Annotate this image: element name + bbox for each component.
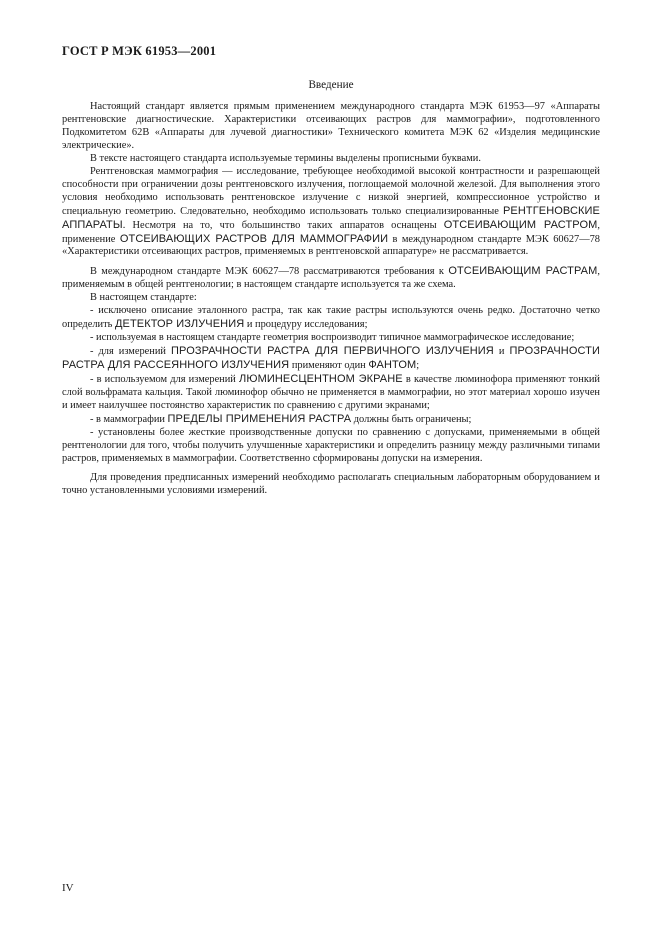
paragraph bbox=[62, 332, 600, 345]
defined-term: ОТСЕИВАЮЩИМ РАСТРОМ bbox=[443, 218, 598, 231]
paragraph-text: должны быть ограничены; bbox=[351, 413, 472, 425]
defined-term: ПРОЗРАЧНОСТИ РАСТРА ДЛЯ ПЕРВИЧНОГО ИЗЛУЧЕНИЯ bbox=[171, 345, 494, 358]
paragraph bbox=[62, 101, 600, 153]
paragraph-text: - установлены более жесткие производственные допуски по сравнению с допусками, применяемыми в общей рентгенологии для того, чтобы получить улучшенные характеристики и определить разницу между различными типами растров, применяемых в маммографии. Соответственно сформированы допуски на измерения. bbox=[62, 426, 600, 464]
defined-term: ФАНТОМ bbox=[368, 359, 417, 372]
paragraph-text: применяют один bbox=[289, 360, 369, 372]
defined-term: РЕНТГЕНОВСКИЕ АППАРАТЫ bbox=[62, 204, 600, 231]
paragraph bbox=[62, 305, 600, 332]
defined-term: ОТСЕИВАЮЩИХ РАСТРОВ ДЛЯ МАММОГРАФИИ bbox=[119, 232, 389, 245]
document-header: ГОСТ Р МЭК 61953—2001 bbox=[62, 44, 217, 58]
paragraph-text: . Несмотря на то, что большинство таких аппаратов оснащены bbox=[122, 219, 444, 231]
defined-term: ОТСЕИВАЮЩИМ РАСТРАМ bbox=[448, 265, 598, 278]
paragraph-text: Для проведения предписанных измерений необходимо располагать специальным лабораторным оборудованием и точно установленными условиями измерений. bbox=[62, 471, 600, 496]
paragraph bbox=[62, 427, 600, 466]
paragraph-text: - в используемом для измерений bbox=[90, 374, 240, 386]
paragraph-text: В международном стандарте МЭК 60627—78 рассматриваются требования к bbox=[90, 266, 449, 278]
paragraph-text: - используемая в настоящем стандарте геометрия воспроизводит типичное маммографическое исследование; bbox=[90, 332, 575, 344]
paragraph bbox=[62, 166, 600, 260]
paragraph bbox=[62, 373, 600, 413]
paragraph-text: ; bbox=[416, 360, 420, 372]
paragraph-text: - для измерений bbox=[90, 346, 171, 358]
paragraph-text: В тексте настоящего стандарта используемые термины выделены прописными буквами. bbox=[90, 152, 481, 164]
paragraph bbox=[62, 153, 600, 166]
paragraph bbox=[62, 292, 600, 305]
paragraph-text: Настоящий стандарт является прямым применением международного стандарта МЭК 61953—97 «Аппараты рентгеновские диагностические. Характеристики отсеивающих растров для маммографии», подготовленного Подкомитетом 62В «Аппараты для лучевой диагностики» Технического комитета МЭК 62 «Изделия медицинские электрические». bbox=[62, 101, 600, 151]
paragraph-text: , применяемым в общей рентгенологии; в настоящем стандарте используется та же схема. bbox=[62, 266, 600, 291]
paragraph bbox=[62, 345, 600, 373]
paragraph-text: , применение bbox=[62, 219, 600, 245]
body-text bbox=[62, 101, 600, 498]
paragraph-text: и bbox=[493, 346, 510, 358]
defined-term: ЛЮМИНЕСЦЕНТНОМ ЭКРАНЕ bbox=[239, 373, 403, 386]
paragraph-text: в качестве люминофора применяют тонкий слой вольфрамата кальция. Такой люминофор обычно не применяется в маммографии, но этот материал хорошо изучен и имеет наилучшее постоянство характеристик по сравнению с другими экранами; bbox=[62, 374, 600, 411]
page-number: IV bbox=[62, 882, 74, 894]
defined-term: ДЕТЕКТОР ИЗЛУЧЕНИЯ bbox=[114, 318, 245, 331]
paragraph bbox=[62, 265, 600, 292]
defined-term: ПРОЗРАЧНОСТИ РАСТРА ДЛЯ РАССЕЯННОГО ИЗЛУЧЕНИЯ bbox=[62, 345, 601, 372]
paragraph-text: в международном стандарте МЭК 60627—78 «Характеристики отсеивающих растров, применяемых в рентгеновской аппаратуре» не рассматривается. bbox=[62, 233, 600, 258]
section-title: Введение bbox=[308, 79, 354, 91]
paragraph-text: Рентгеновская маммография — исследование, требующее необходимой высокой контрастности и разрешающей способности при ограничении дозы рентгеновского излучения, поглощаемой молочной железой. Для выполнения этого условия необходимо использовать рентгеновское излучение с низкой энергией, компрессионное устройство и специальную геометрию. Следовательно, необходимо использовать только специализированные bbox=[62, 165, 600, 217]
paragraph bbox=[62, 472, 600, 498]
paragraph-text: - в маммографии bbox=[90, 413, 168, 425]
paragraph-text: - исключено описание эталонного растра, так как такие растры используются очень редко. Достаточно четко определить bbox=[62, 305, 600, 331]
paragraph-text: и процедуру исследования; bbox=[244, 319, 368, 331]
defined-term: ПРЕДЕЛЫ ПРИМЕНЕНИЯ РАСТРА bbox=[167, 412, 352, 425]
paragraph bbox=[62, 413, 600, 427]
paragraph-text: В настоящем стандарте: bbox=[90, 292, 197, 304]
